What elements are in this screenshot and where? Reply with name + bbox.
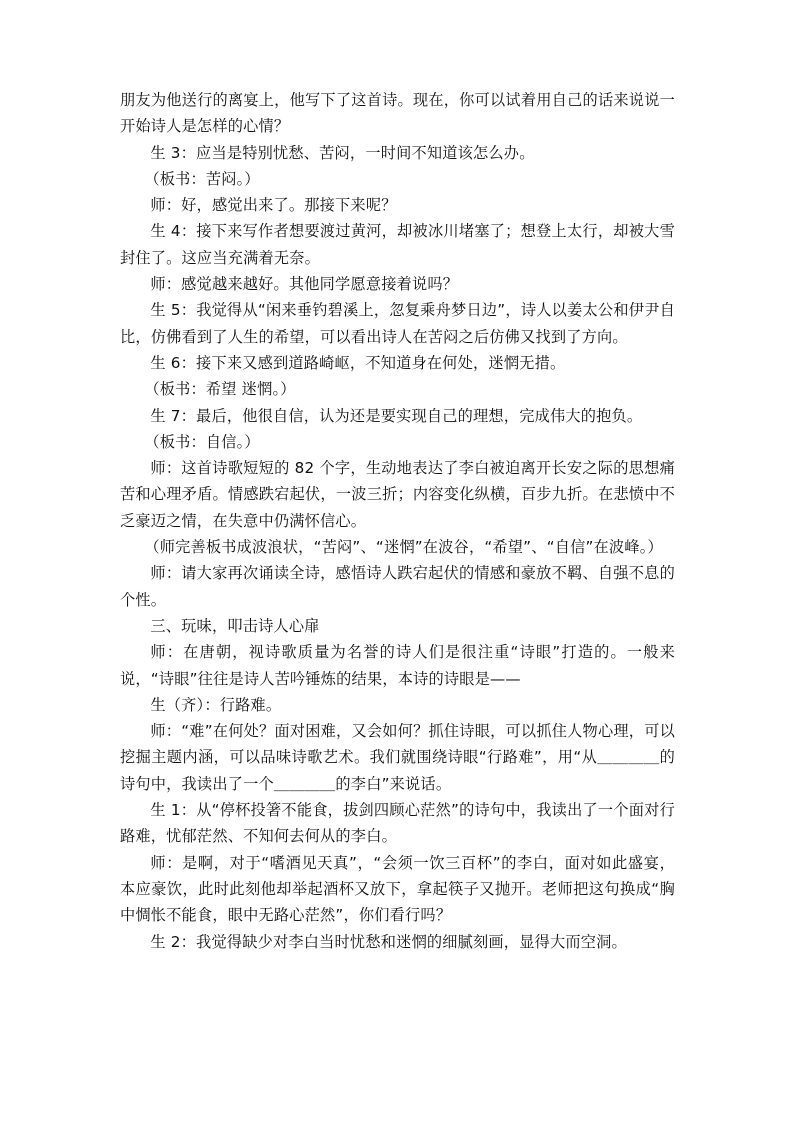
paragraph-student-1: 生 1：从“停杯投箸不能食，拔剑四顾心茫然”的诗句中，我读出了一个面对行路难，忧郁茫然、不知何去何从的李白。 xyxy=(120,801,675,846)
paragraph-student-7: 生 7：最后，他很自信，认为还是要实现自己的理想，完成伟大的抱负。 xyxy=(150,406,643,425)
section-heading-3: 三、玩味，叩击诗人心扉 xyxy=(150,616,320,635)
paragraph-students-chorus: 生（齐）：行路难。 xyxy=(150,695,282,714)
paragraph-student-2: 生 2：我觉得缺少对李白当时忧愁和迷惘的细腻刻画，显得大而空洞。 xyxy=(150,932,627,951)
paragraph-teacher-4: 师：请大家再次诵读全诗，感悟诗人跌宕起伏的情感和豪放不羁、自强不息的个性。 xyxy=(120,564,675,609)
paragraph-teacher-7: 师：是啊，对于“嗜酒见天真”，“会须一饮三百杯”的李白，面对如此盛宴，本应豪饮，此时此刻他却举起酒杯又放下，拿起筷子又抛开。老师把这句换成“胸中惆怅不能食，眼中无路心茫然”，你们看行吗？ xyxy=(120,853,675,925)
paragraph-continuation: 朋友为他送行的离宴上，他写下了这首诗。现在，你可以试着用自己的话来说说一开始诗人是怎样的心情？ xyxy=(120,91,675,136)
paragraph-student-3: 生 3：应当是特别忧愁、苦闷，一时间不知道该怎么办。 xyxy=(150,143,535,162)
document-body xyxy=(120,87,675,955)
paragraph-board-note-1: （板书：苦闷。） xyxy=(144,169,260,188)
paragraph-student-4: 生 4：接下来写作者想要渡过黄河，却被冰川堵塞了；想登上太行，却被大雪封住了。这应当充满着无奈。 xyxy=(120,222,675,267)
paragraph-teacher-1: 师：好，感觉出来了。那接下来呢？ xyxy=(150,196,397,215)
paragraph-board-note-2: （板书：希望 迷惘。） xyxy=(144,380,296,399)
paragraph-student-6: 生 6：接下来又感到道路崎岖，不知道身在何处，迷惘无措。 xyxy=(150,353,566,372)
paragraph-teacher-2: 师：感觉越来越好。其他同学愿意接着说吗？ xyxy=(150,275,459,294)
paragraph-student-5: 生 5：我觉得从“闲来垂钓碧溪上，忽复乘舟梦日边”，诗人以姜太公和伊尹自比，仿佛看到了人生的希望，可以看出诗人在苦闷之后仿佛又找到了方向。 xyxy=(120,301,675,346)
paragraph-teacher-3: 师：这首诗歌短短的 82 个字，生动地表达了李白被迫离开长安之际的思想痛苦和心理矛盾。情感跌宕起伏，一波三折；内容变化纵横，百步九折。在悲愤中不乏豪迈之情，在失意中仍满怀信心。 xyxy=(120,459,675,530)
paragraph-board-note-4: （师完善板书成波浪状，“苦闷”、“迷惘”在波谷，“希望”、“自信”在波峰。） xyxy=(144,538,663,557)
paragraph-teacher-5: 师：在唐朝，视诗歌质量为名誉的诗人们是很注重“诗眼”打造的。一般来说，“诗眼”往往是诗人苦吟锤炼的结果，本诗的诗眼是—— xyxy=(120,643,675,688)
paragraph-board-note-3: （板书：自信。） xyxy=(144,432,260,451)
paragraph-teacher-6: 师：“难”在何处？面对困难，又会如何？抓住诗眼，可以抓住人物心理，可以挖掘主题内涵，可以品味诗歌艺术。我们就围绕诗眼“行路难”，用“从＿＿＿＿的诗句中，我读出了一个＿＿＿＿的李白”来说话。 xyxy=(120,722,675,793)
